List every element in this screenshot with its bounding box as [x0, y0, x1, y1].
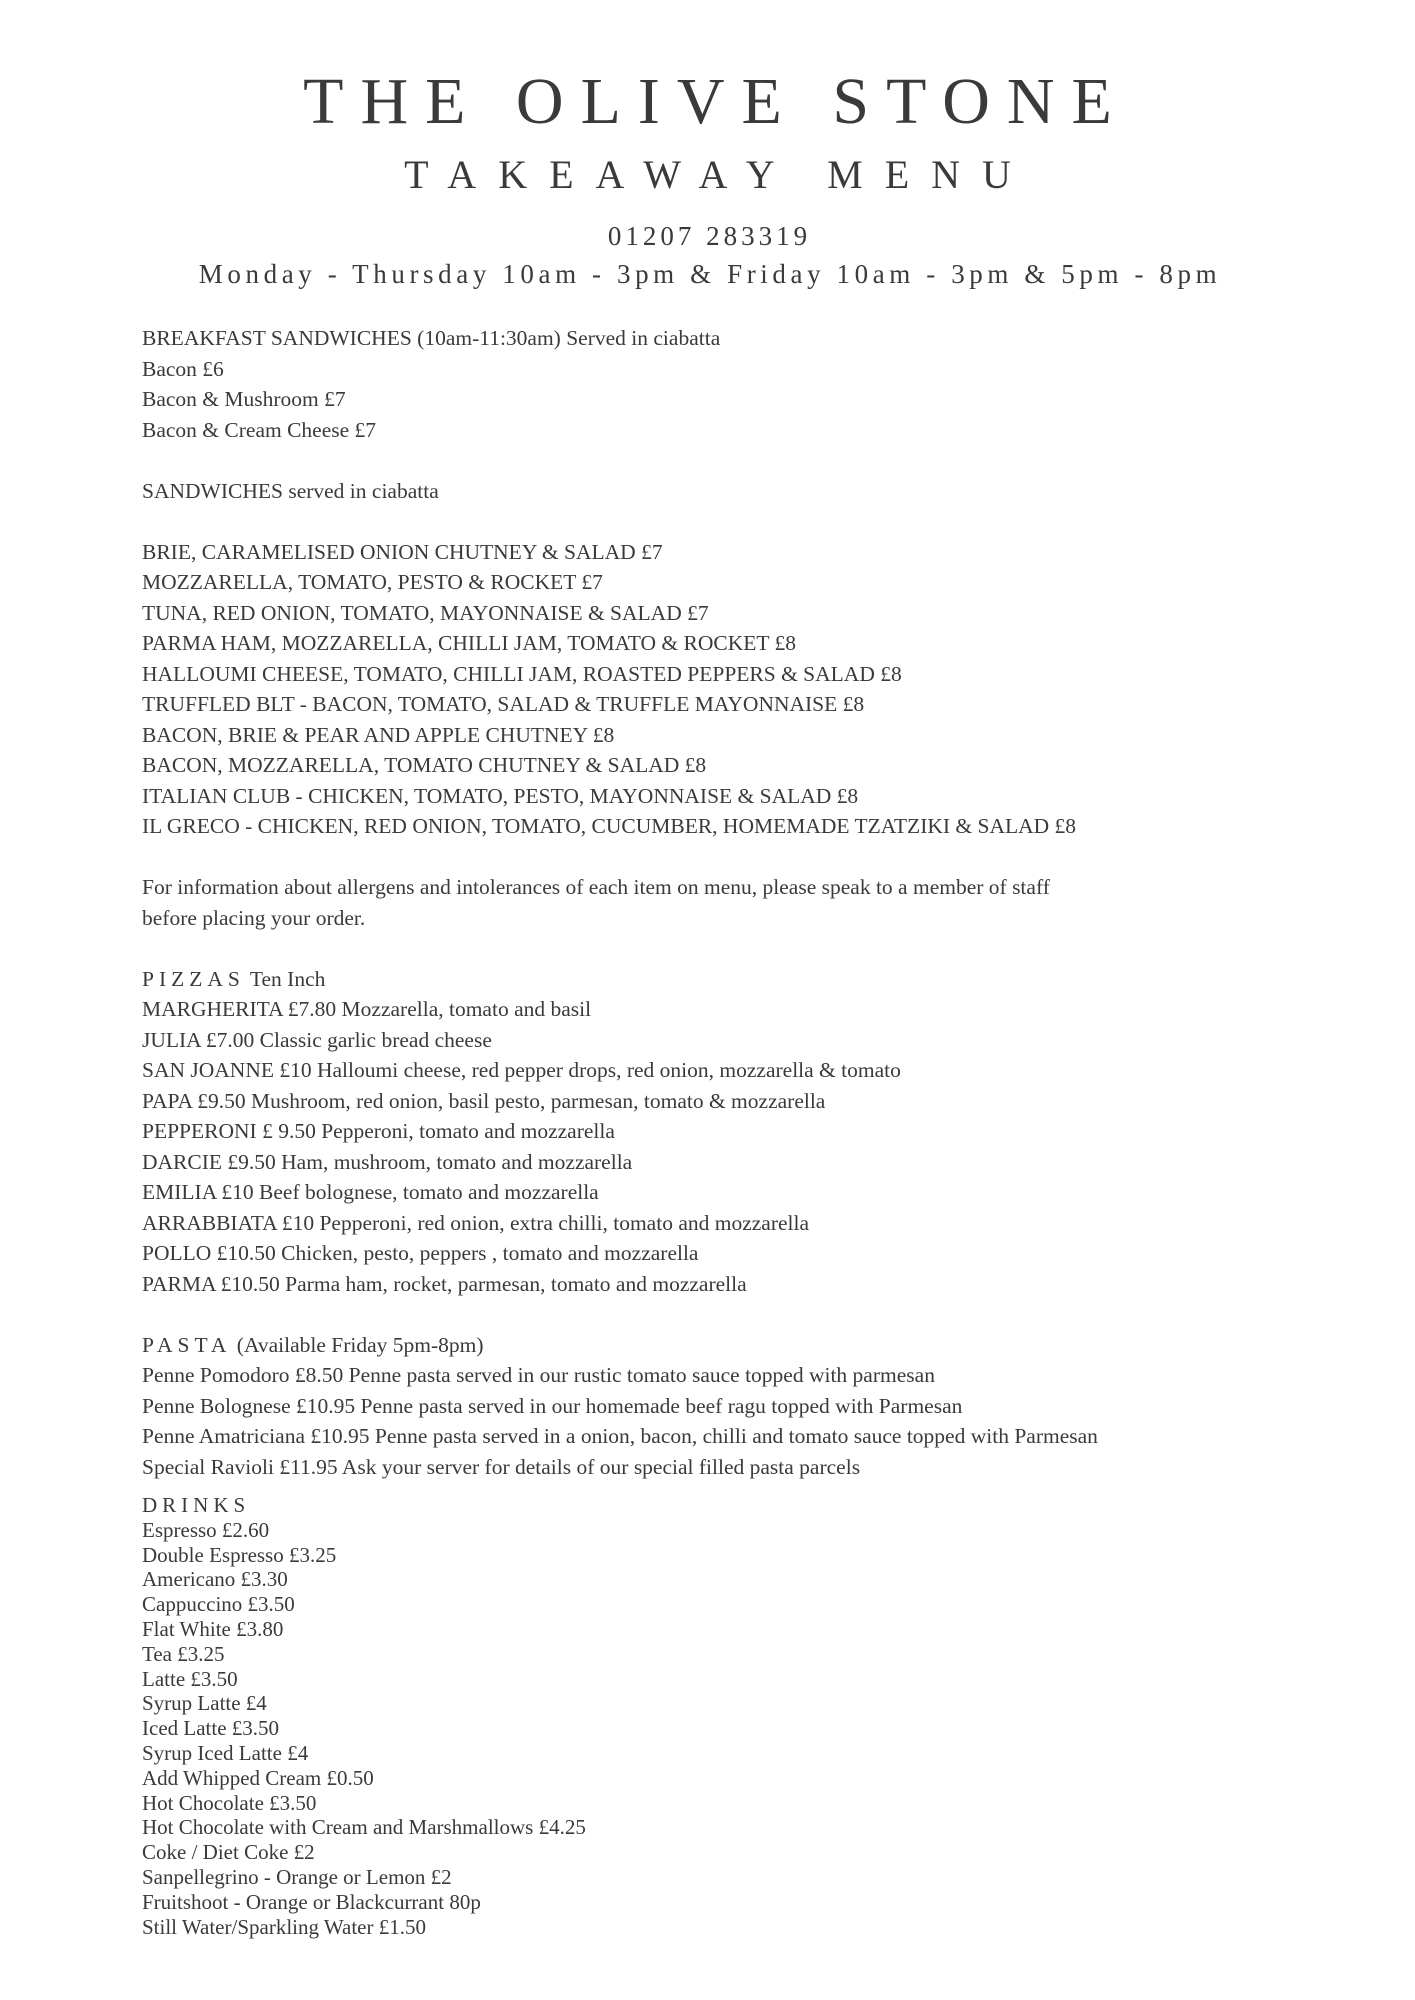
menu-item: Hot Chocolate £3.50	[142, 1790, 317, 1815]
phone-number: 01207 283319	[607, 221, 812, 251]
drinks-heading: DRINKS	[142, 1493, 251, 1517]
menu-item: BACON, BRIE & PEAR AND APPLE CHUTNEY £8	[142, 722, 615, 747]
sandwiches-heading: SANDWICHES served in ciabatta	[142, 478, 439, 503]
menu-item: Still Water/Sparkling Water £1.50	[142, 1914, 426, 1939]
menu-item: POLLO £10.50 Chicken, pesto, peppers , tomato and mozzarella	[142, 1241, 699, 1265]
menu-item: Double Espresso £3.25	[142, 1542, 337, 1567]
menu-item: PAPA £9.50 Mushroom, red onion, basil pesto, parmesan, tomato & mozzarella	[142, 1088, 826, 1113]
breakfast-section	[142, 323, 1392, 445]
menu-item: IL GRECO - CHICKEN, RED ONION, TOMATO, CUCUMBER, HOMEMADE TZATZIKI & SALAD £8	[142, 814, 1077, 838]
menu-item: Espresso £2.60	[142, 1517, 270, 1542]
menu-item: MARGHERITA £7.80 Mozzarella, tomato and basil	[142, 997, 592, 1021]
menu-item: EMILIA £10 Beef bolognese, tomato and mozzarella	[142, 1180, 599, 1204]
menu-item: Fruitshoot - Orange or Blackcurrant 80p	[142, 1889, 481, 1914]
menu-item: Tea £3.25	[142, 1641, 225, 1666]
menu-item: Coke / Diet Coke £2	[142, 1840, 315, 1865]
pizzas-heading-size: Ten Inch	[249, 966, 326, 991]
menu-item: MOZZARELLA, TOMATO, PESTO & ROCKET £7	[142, 570, 603, 594]
pasta-heading-availability: (Available Friday 5pm-8pm)	[236, 1332, 484, 1357]
menu-content	[142, 323, 1392, 1482]
menu-item: ITALIAN CLUB - CHICKEN, TOMATO, PESTO, MAYONNAISE & SALAD £8	[142, 783, 859, 808]
menu-item: Flat White £3.80	[142, 1616, 284, 1641]
allergen-notice-line: before placing your order.	[142, 905, 366, 930]
restaurant-name: THE OLIVE STONE	[303, 65, 1129, 138]
menu-item: Penne Amatriciana £10.95 Penne pasta served in a onion, bacon, chilli and tomato sauce topped with Parmesan	[142, 1424, 1098, 1448]
menu-item: TRUFFLED BLT - BACON, TOMATO, SALAD & TRUFFLE MAYONNAISE £8	[142, 692, 865, 716]
menu-item: Syrup Iced Latte £4	[142, 1740, 309, 1765]
menu-item: PARMA HAM, MOZZARELLA, CHILLI JAM, TOMATO & ROCKET £8	[142, 631, 797, 655]
pasta-heading-title: PASTA	[142, 1332, 232, 1357]
menu-subtitle: TAKEAWAY MENU	[404, 152, 1033, 197]
menu-item: Bacon £6	[142, 356, 224, 381]
pizzas-heading-title: PIZZAS	[142, 966, 245, 991]
breakfast-heading: BREAKFAST SANDWICHES (10am-11:30am) Served in ciabatta	[142, 326, 721, 350]
allergen-notice	[142, 872, 1392, 933]
opening-hours: Monday - Thursday 10am - 3pm & Friday 10am - 3pm & 5pm - 8pm	[198, 259, 1222, 289]
menu-item: ARRABBIATA £10 Pepperoni, red onion, extra chilli, tomato and mozzarella	[142, 1210, 810, 1235]
menu-item: SAN JOANNE £10 Halloumi cheese, red pepper drops, red onion, mozzarella & tomato	[142, 1058, 901, 1082]
menu-item: Sanpellegrino - Orange or Lemon £2	[142, 1864, 452, 1889]
menu-item: BRIE, CARAMELISED ONION CHUTNEY & SALAD £7	[142, 539, 663, 564]
allergen-notice-line: For information about allergens and intolerances of each item on menu, please speak to a member of staff	[142, 875, 1050, 899]
menu-item: HALLOUMI CHEESE, TOMATO, CHILLI JAM, ROASTED PEPPERS & SALAD £8	[142, 661, 902, 686]
menu-item: Special Ravioli £11.95 Ask your server for details of our special filled pasta parcels	[142, 1454, 861, 1479]
menu-item: Hot Chocolate with Cream and Marshmallows £4.25	[142, 1815, 586, 1840]
menu-item: Latte £3.50	[142, 1666, 238, 1691]
sandwiches-section	[142, 476, 1392, 842]
drinks-section	[142, 1493, 586, 1939]
menu-item: TUNA, RED ONION, TOMATO, MAYONNAISE & SALAD £7	[142, 600, 709, 625]
menu-item: JULIA £7.00 Classic garlic bread cheese	[142, 1027, 492, 1052]
pizzas-section	[142, 964, 1392, 1300]
menu-item: Bacon & Mushroom £7	[142, 387, 346, 411]
menu-item: Bacon & Cream Cheese £7	[142, 417, 377, 442]
pizzas-heading	[142, 964, 1392, 995]
menu-item: Syrup Latte £4	[142, 1691, 267, 1716]
menu-item: Iced Latte £3.50	[142, 1716, 280, 1741]
menu-item: Add Whipped Cream £0.50	[142, 1765, 374, 1790]
menu-item: Americano £3.30	[142, 1567, 288, 1592]
menu-item: PEPPERONI £ 9.50 Pepperoni, tomato and mozzarella	[142, 1119, 615, 1143]
pasta-section	[142, 1330, 1392, 1483]
menu-item: Penne Bolognese £10.95 Penne pasta served in our homemade beef ragu topped with Parmesan	[142, 1393, 963, 1418]
menu-item: PARMA £10.50 Parma ham, rocket, parmesan, tomato and mozzarella	[142, 1271, 747, 1296]
menu-item: DARCIE £9.50 Ham, mushroom, tomato and mozzarella	[142, 1149, 633, 1174]
menu-item: Cappuccino £3.50	[142, 1592, 295, 1617]
pasta-heading	[142, 1330, 1392, 1361]
menu-item: Penne Pomodoro £8.50 Penne pasta served in our rustic tomato sauce topped with parmesan	[142, 1363, 935, 1387]
menu-item: BACON, MOZZARELLA, TOMATO CHUTNEY & SALAD £8	[142, 753, 707, 777]
